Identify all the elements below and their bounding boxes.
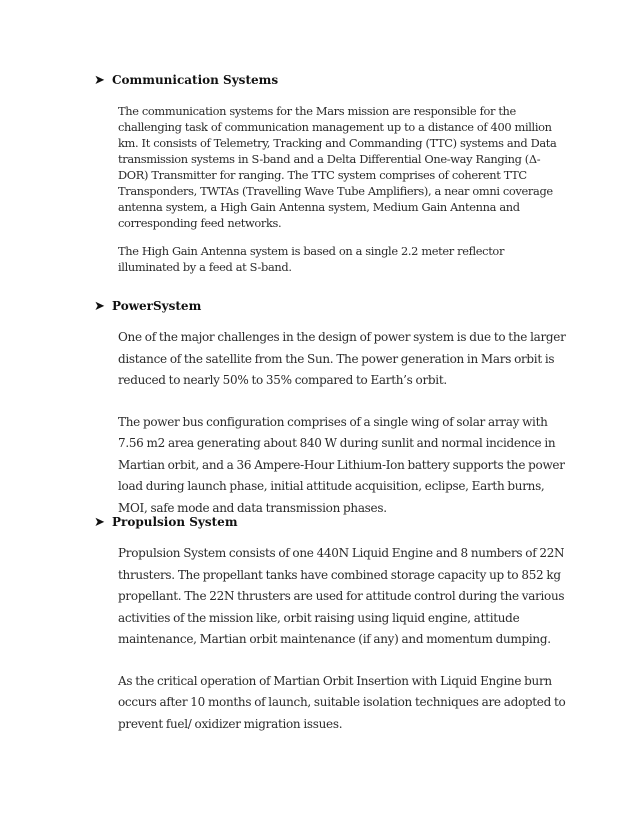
paragraph: The power bus configuration comprises of a single wing of solar array with 7.56 m2 area generating about 840 W during sunlit and normal incidence in Martian orbit, and a 36 Ampere-Hour Lithium-Ion battery supports the power load during launch phase, initial attitude acquisition, eclipse, Earth burns, MOI, safe mode and data transmission phases. — [118, 414, 565, 515]
arrow-bullet-icon: ➤ — [94, 514, 105, 530]
section-heading — [94, 513, 564, 531]
section-heading — [94, 71, 564, 89]
section-power-system — [94, 297, 564, 519]
heading-text: Communication Systems — [112, 73, 279, 87]
arrow-bullet-icon: ➤ — [94, 298, 105, 314]
paragraph: The communication systems for the Mars mission are responsible for the challenging task of communication management up to a distance of 400 million km. It consists of Telemetry, Tracking and Commanding (TTC) systems and Data transmission systems in S-band and a Delta Differential One-way Ranging (Δ-DOR) Transmitter for ranging. The TTC system comprises of coherent TTC Transponders, TWTAs (Travelling Wave Tube Amplifiers), a near omni coverage antenna system, a High Gain Antenna system, Medium Gain Antenna and corresponding feed networks. — [118, 104, 557, 230]
paragraph: One of the major challenges in the design of power system is due to the larger distance of the satellite from the Sun. The power generation in Mars orbit is reduced to nearly 50% to 35% compared to Earth’s orbit. — [118, 330, 566, 387]
heading-text: Propulsion System — [112, 515, 238, 529]
paragraph: As the critical operation of Martian Orbit Insertion with Liquid Engine burn occurs after 10 months of launch, suitable isolation techniques are adopted to prevent fuel/ oxidizer migration issues. — [118, 673, 566, 731]
paragraph: The High Gain Antenna system is based on a single 2.2 meter reflector illuminated by a feed at S-band. — [118, 244, 505, 274]
section-heading — [94, 297, 564, 315]
section-communication-systems — [94, 71, 564, 275]
section-propulsion-system — [94, 513, 564, 735]
paragraph: Propulsion System consists of one 440N Liquid Engine and 8 numbers of 22N thrusters. The propellant tanks have combined storage capacity up to 852 kg propellant. The 22N thrusters are used for attitude control during the various activities of the mission like, orbit raising using liquid engine, attitude maintenance, Martian orbit maintenance (if any) and momentum dumping. — [118, 546, 565, 646]
heading-text: PowerSystem — [112, 299, 202, 313]
arrow-bullet-icon: ➤ — [94, 72, 105, 88]
